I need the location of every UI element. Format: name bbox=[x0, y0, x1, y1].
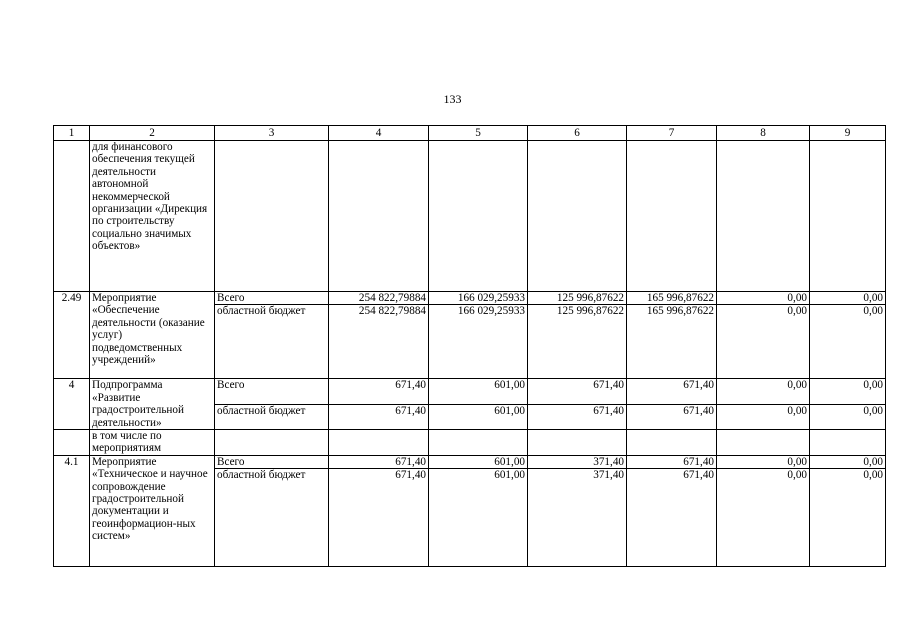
value-col-5: 601,00 bbox=[429, 404, 528, 429]
row-name: в том числе по мероприятиям bbox=[90, 430, 215, 456]
page-number: 133 bbox=[443, 92, 462, 106]
funding-source: областной бюджет bbox=[215, 469, 329, 567]
value-col-6: 671,40 bbox=[528, 404, 627, 429]
funding-source: Всего bbox=[215, 379, 329, 404]
continuation-row bbox=[54, 141, 886, 292]
header-cell-8: 8 bbox=[717, 126, 810, 141]
row-name: Мероприятие «Обеспечение деятельности (оказание услуг) подведомственных учреждений» bbox=[90, 292, 215, 379]
value-col-5: 601,00 bbox=[429, 379, 528, 404]
cell-empty bbox=[528, 430, 627, 456]
header-cell-1: 1 bbox=[54, 126, 90, 141]
cell-empty bbox=[528, 141, 627, 292]
value-col-7: 165 996,87622 bbox=[627, 292, 717, 305]
row-name: Подпрограмма «Развитие градостроительной деятельности» bbox=[90, 379, 215, 430]
value-col-9: 0,00 bbox=[810, 379, 886, 404]
cell-empty bbox=[429, 141, 528, 292]
header-row bbox=[54, 126, 886, 141]
value-col-8: 0,00 bbox=[717, 455, 810, 468]
table-row bbox=[54, 430, 886, 456]
value-col-8: 0,00 bbox=[717, 469, 810, 567]
value-col-7: 671,40 bbox=[627, 404, 717, 429]
cell-empty bbox=[717, 430, 810, 456]
header-cell-7: 7 bbox=[627, 126, 717, 141]
value-col-9: 0,00 bbox=[810, 455, 886, 468]
value-col-8: 0,00 bbox=[717, 292, 810, 305]
cell-empty bbox=[329, 141, 429, 292]
value-col-7: 671,40 bbox=[627, 469, 717, 567]
budget-table bbox=[53, 125, 886, 567]
cell-empty bbox=[429, 430, 528, 456]
value-col-9: 0,00 bbox=[810, 292, 886, 305]
value-col-7: 671,40 bbox=[627, 379, 717, 404]
value-col-5: 166 029,25933 bbox=[429, 305, 528, 379]
value-col-7: 165 996,87622 bbox=[627, 305, 717, 379]
table-row bbox=[54, 292, 886, 305]
value-col-4: 671,40 bbox=[329, 379, 429, 404]
cell-empty bbox=[627, 141, 717, 292]
value-col-8: 0,00 bbox=[717, 305, 810, 379]
value-col-4: 254 822,79884 bbox=[329, 305, 429, 379]
value-col-4: 671,40 bbox=[329, 404, 429, 429]
table-row bbox=[54, 455, 886, 468]
header-cell-6: 6 bbox=[528, 126, 627, 141]
funding-source: областной бюджет bbox=[215, 305, 329, 379]
value-col-6: 371,40 bbox=[528, 469, 627, 567]
cell-empty bbox=[215, 141, 329, 292]
value-col-4: 671,40 bbox=[329, 455, 429, 468]
value-col-4: 254 822,79884 bbox=[329, 292, 429, 305]
funding-source: Всего bbox=[215, 292, 329, 305]
value-col-6: 125 996,87622 bbox=[528, 305, 627, 379]
continuation-text: для финансового обеспечения текущей деятельности автономной некоммерческой организации «Дирекция по строительству социально значимых объектов» bbox=[90, 141, 215, 292]
row-number: 2.49 bbox=[54, 292, 90, 379]
cell-empty bbox=[329, 430, 429, 456]
header-cell-4: 4 bbox=[329, 126, 429, 141]
value-col-6: 371,40 bbox=[528, 455, 627, 468]
value-col-5: 601,00 bbox=[429, 455, 528, 468]
header-cell-2: 2 bbox=[90, 126, 215, 141]
header-cell-3: 3 bbox=[215, 126, 329, 141]
value-col-9: 0,00 bbox=[810, 469, 886, 567]
funding-source: Всего bbox=[215, 455, 329, 468]
cell-empty bbox=[215, 430, 329, 456]
row-number: 4 bbox=[54, 379, 90, 430]
value-col-6: 125 996,87622 bbox=[528, 292, 627, 305]
cell-empty bbox=[627, 430, 717, 456]
cell-empty bbox=[810, 141, 886, 292]
row-name: Мероприятие «Техническое и научное сопровождение градостроительной документации и геоинформацион-ных систем» bbox=[90, 455, 215, 566]
row-number bbox=[54, 430, 90, 456]
value-col-6: 671,40 bbox=[528, 379, 627, 404]
value-col-5: 601,00 bbox=[429, 469, 528, 567]
value-col-4: 671,40 bbox=[329, 469, 429, 567]
header-cell-5: 5 bbox=[429, 126, 528, 141]
value-col-7: 671,40 bbox=[627, 455, 717, 468]
cell-empty bbox=[717, 141, 810, 292]
funding-source: областной бюджет bbox=[215, 404, 329, 429]
value-col-8: 0,00 bbox=[717, 379, 810, 404]
row-number: 4.1 bbox=[54, 455, 90, 566]
value-col-5: 166 029,25933 bbox=[429, 292, 528, 305]
value-col-9: 0,00 bbox=[810, 404, 886, 429]
value-col-8: 0,00 bbox=[717, 404, 810, 429]
cell-empty bbox=[810, 430, 886, 456]
cell-empty bbox=[54, 141, 90, 292]
header-cell-9: 9 bbox=[810, 126, 886, 141]
table-row bbox=[54, 379, 886, 404]
value-col-9: 0,00 bbox=[810, 305, 886, 379]
